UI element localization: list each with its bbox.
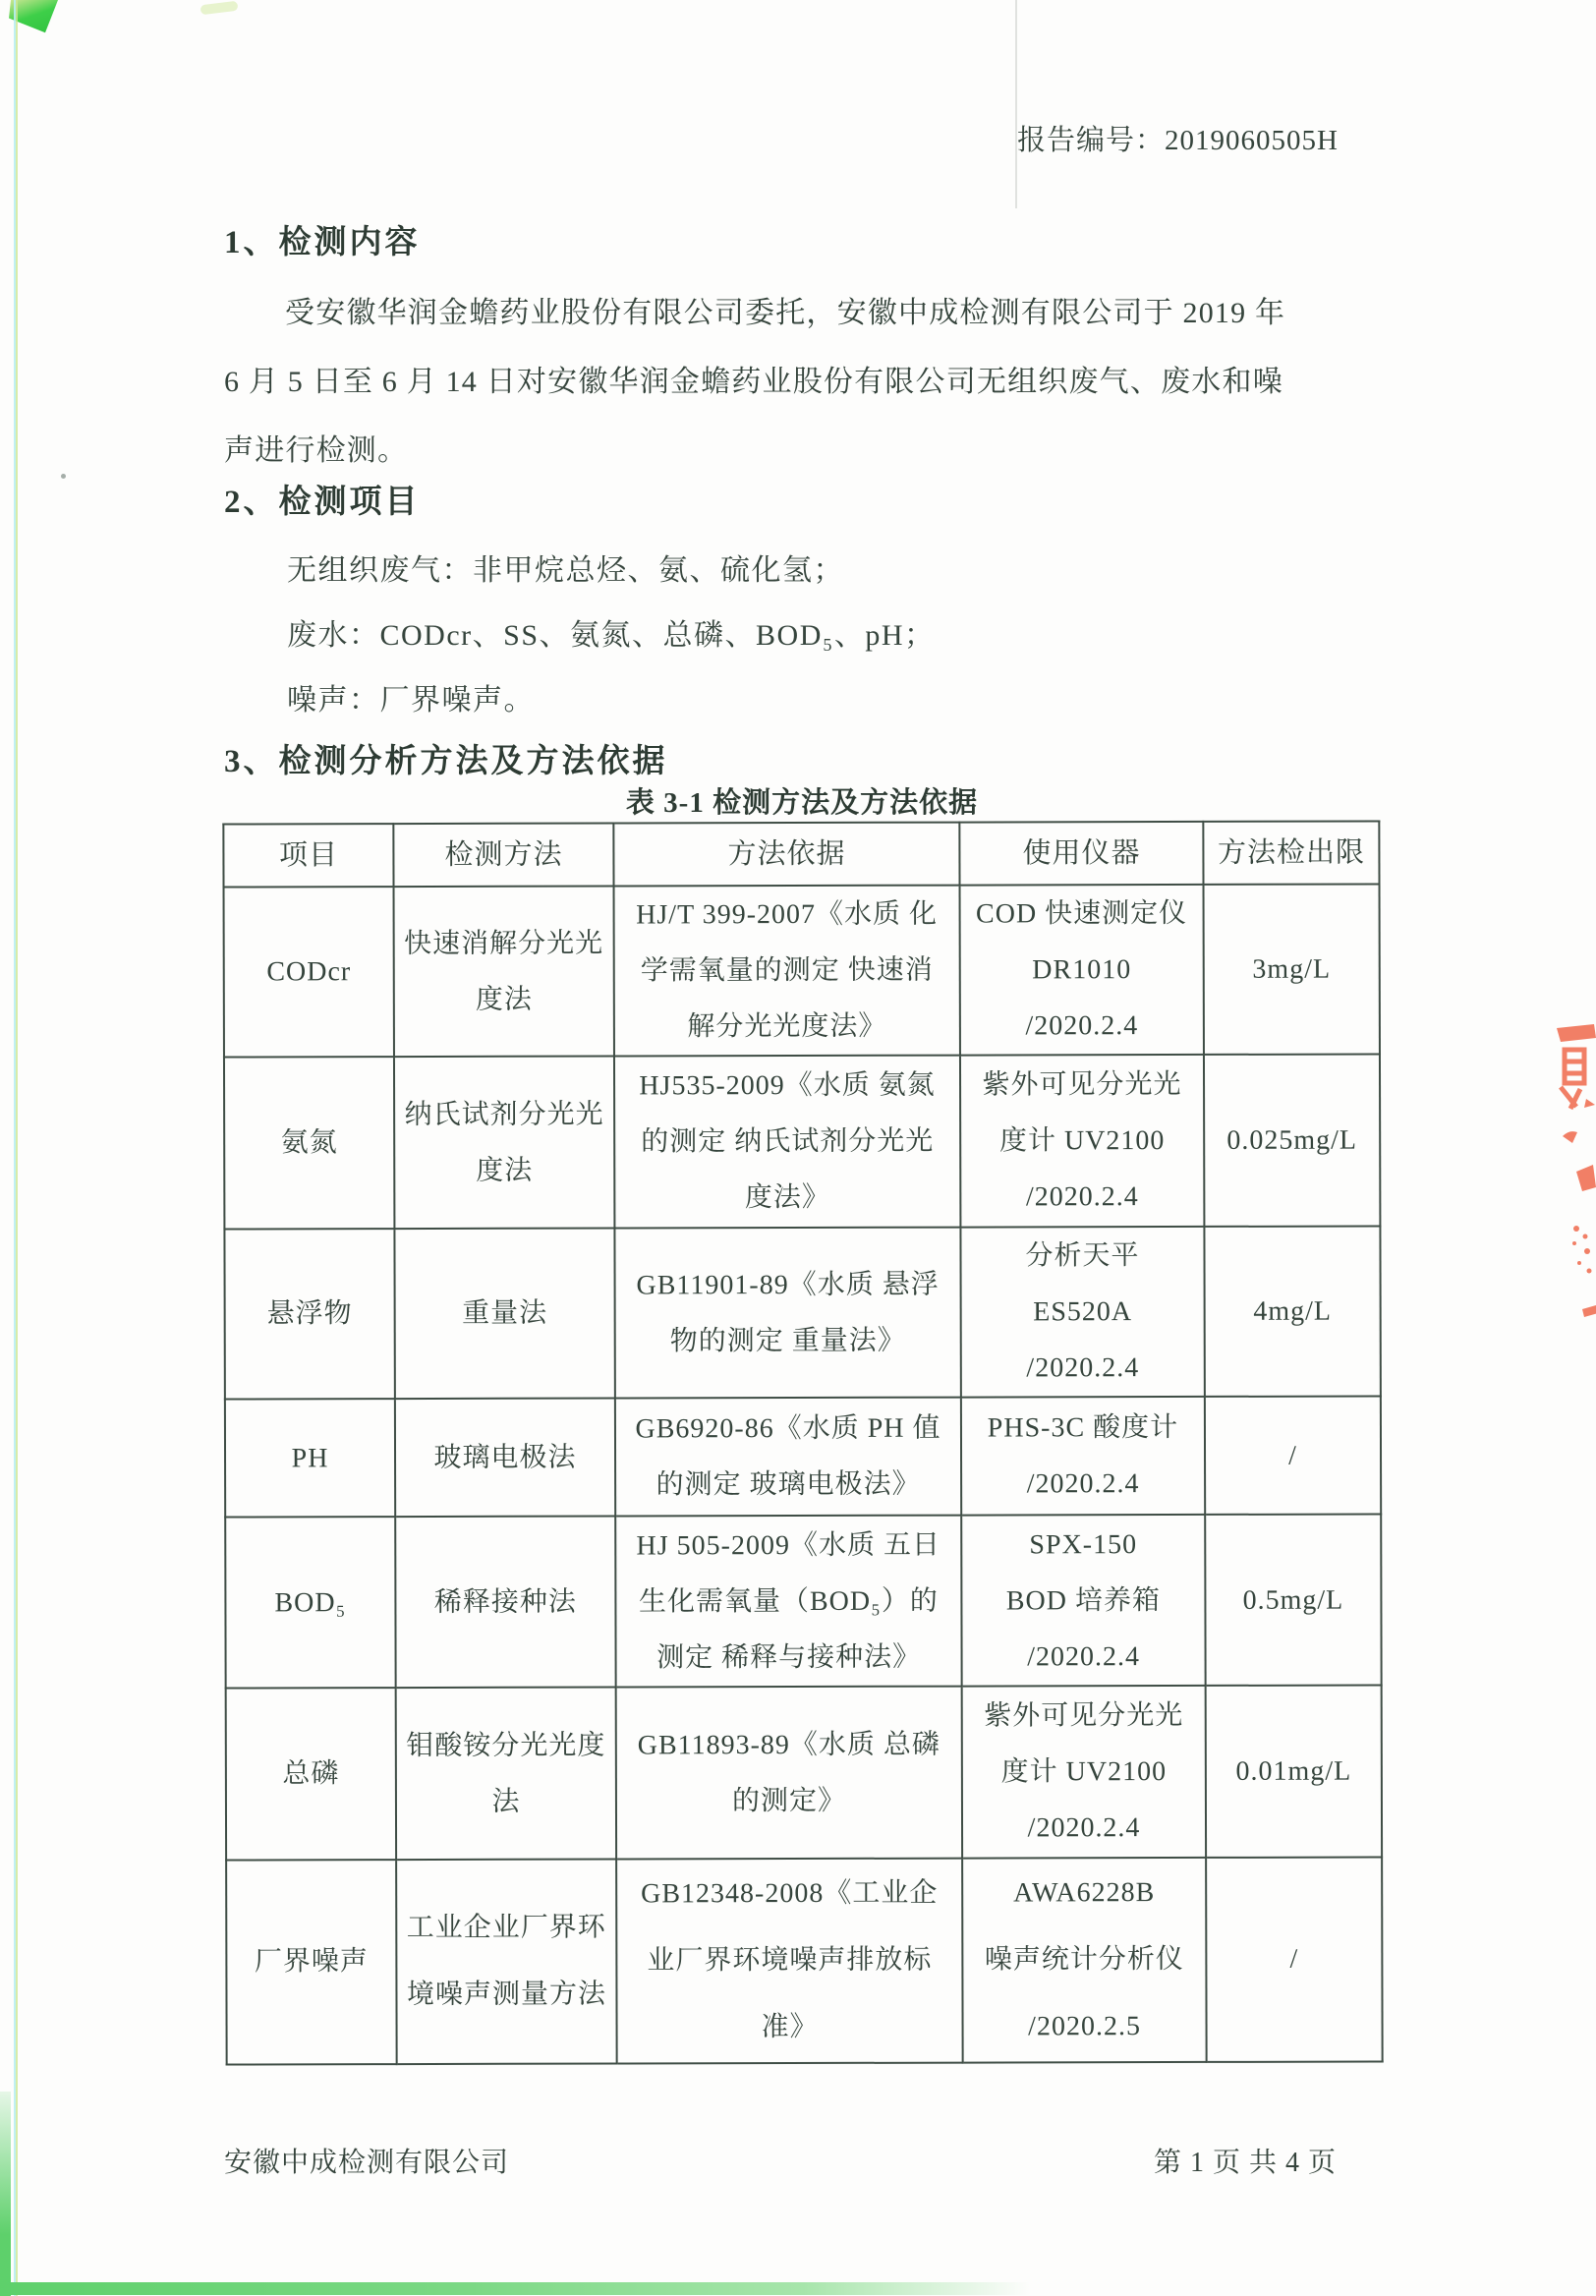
methods-table [222, 820, 1383, 2065]
cell-instrument: 分析天平 ES520A /2020.2.4 [960, 1227, 1204, 1398]
cell-basis: HJ535-2009《水质 氨氮 的测定 纳氏试剂分光光 度法》 [614, 1056, 960, 1229]
red-stamp-fragment [1547, 1022, 1596, 1337]
cell-method: 工业企业厂界环境噪声测量方法 [396, 1859, 617, 2064]
table-row [226, 1857, 1383, 2064]
footer-page-number: 第 1 页 共 4 页 [1153, 2148, 1337, 2178]
col-header-item: 项目 [223, 824, 393, 887]
cell-item: 氨氮 [224, 1057, 394, 1229]
table-row [224, 884, 1380, 1057]
scan-green-streak [200, 1, 239, 16]
scan-stray-dot [61, 474, 66, 479]
cell-limit: / [1205, 1396, 1381, 1514]
scan-left-green-strip [0, 2092, 11, 2296]
cell-instrument: 紫外可见分光光 度计 UV2100 /2020.2.4 [962, 1686, 1206, 1859]
scan-crease-line [1015, 0, 1017, 208]
cell-method: 玻璃电极法 [395, 1399, 615, 1518]
cell-basis: GB12348-2008《工业企 业厂界环境噪声排放标 准》 [616, 1859, 963, 2064]
cell-basis: GB11901-89《水质 悬浮 物的测定 重量法》 [614, 1228, 960, 1399]
cell-item: 悬浮物 [224, 1229, 394, 1399]
table-row [226, 1685, 1382, 1860]
cell-limit: 0.5mg/L [1205, 1514, 1381, 1685]
red-stamp-fragment-icon [1547, 1022, 1596, 1337]
report-number-value: 2019060505H [1165, 125, 1339, 156]
table-row [224, 1054, 1380, 1229]
cell-limit: 3mg/L [1204, 884, 1380, 1054]
cell-item: 厂界噪声 [226, 1860, 397, 2064]
test-item-wastewater: 废水：CODcr、SS、氨氮、总磷、BOD₅、pH； [287, 619, 936, 652]
cell-instrument: SPX-150 BOD 培养箱 /2020.2.4 [961, 1515, 1205, 1687]
cell-limit: 0.01mg/L [1206, 1685, 1382, 1857]
cell-method: 钼酸铵分光光度法 [396, 1687, 616, 1860]
cell-method: 快速消解分光光度法 [394, 887, 614, 1058]
cell-limit: / [1206, 1857, 1383, 2061]
cell-limit: 4mg/L [1204, 1226, 1380, 1396]
cell-method: 稀释接种法 [395, 1516, 615, 1688]
cell-basis: GB11893-89《水质 总磷 的测定》 [616, 1687, 962, 1860]
section-2-item-list [224, 539, 1380, 733]
report-number-label: 报告编号： [1017, 125, 1166, 156]
col-header-instrument: 使用仪器 [959, 822, 1203, 886]
cell-item: PH [225, 1399, 395, 1517]
scanner-edge-line-green [16, 0, 18, 2296]
cell-method: 重量法 [394, 1229, 614, 1400]
cell-item: CODcr [224, 887, 394, 1057]
paragraph-line: 受安徽华润金蟾药业股份有限公司委托，安徽中成检测有限公司于 2019 年 [285, 297, 1286, 329]
cell-method: 纳氏试剂分光光度法 [394, 1057, 614, 1230]
section-3-heading: 3、检测分析方法及方法依据 [224, 744, 668, 779]
cell-basis: GB6920-86《水质 PH 值 的测定 玻璃电极法》 [615, 1398, 961, 1517]
cell-limit: 0.025mg/L [1204, 1054, 1380, 1226]
cell-instrument: AWA6228B 噪声统计分析仪 /2020.2.5 [962, 1858, 1207, 2063]
col-header-method: 检测方法 [393, 824, 613, 888]
scan-bottom-green-strip [0, 2282, 1030, 2295]
test-item-gas: 无组织废气：非甲烷总烃、氨、硫化氢； [287, 554, 844, 587]
cell-basis: HJ/T 399-2007《水质 化 学需氧量的测定 快速消 解分光光度法》 [614, 886, 960, 1057]
col-header-detection-limit: 方法检出限 [1203, 821, 1379, 884]
section-1-heading: 1、检测内容 [224, 225, 421, 260]
paragraph-line: 声进行检测。 [224, 434, 409, 467]
section-2-heading: 2、检测项目 [224, 485, 421, 520]
col-header-basis: 方法依据 [613, 823, 959, 887]
cell-item: BOD₅ [225, 1517, 395, 1688]
report-number-line [224, 118, 1380, 158]
page-footer [224, 2141, 1380, 2180]
cell-item: 总磷 [226, 1688, 396, 1860]
cell-instrument: PHS-3C 酸度计 /2020.2.4 [961, 1397, 1205, 1516]
section-1-paragraph [224, 279, 1380, 486]
table-row [225, 1396, 1381, 1517]
cell-instrument: 紫外可见分光光 度计 UV2100 /2020.2.4 [960, 1055, 1204, 1228]
table-row [224, 1226, 1380, 1399]
cell-basis: HJ 505-2009《水质 五日 生化需氧量（BOD₅）的 测定 稀释与接种法》 [615, 1516, 961, 1688]
cell-instrument: COD 快速测定仪 DR1010 /2020.2.4 [960, 885, 1204, 1056]
footer-company-name: 安徽中成检测有限公司 [224, 2148, 510, 2178]
table-header-row [223, 821, 1379, 887]
table-caption: 表 3-1 检测方法及方法依据 [625, 787, 979, 819]
test-item-noise: 噪声：厂界噪声。 [287, 684, 535, 717]
paragraph-line: 6 月 5 日至 6 月 14 日对安徽华润金蟾药业股份有限公司无组织废气、废水和噪 [224, 366, 1283, 398]
table-row [225, 1514, 1381, 1688]
